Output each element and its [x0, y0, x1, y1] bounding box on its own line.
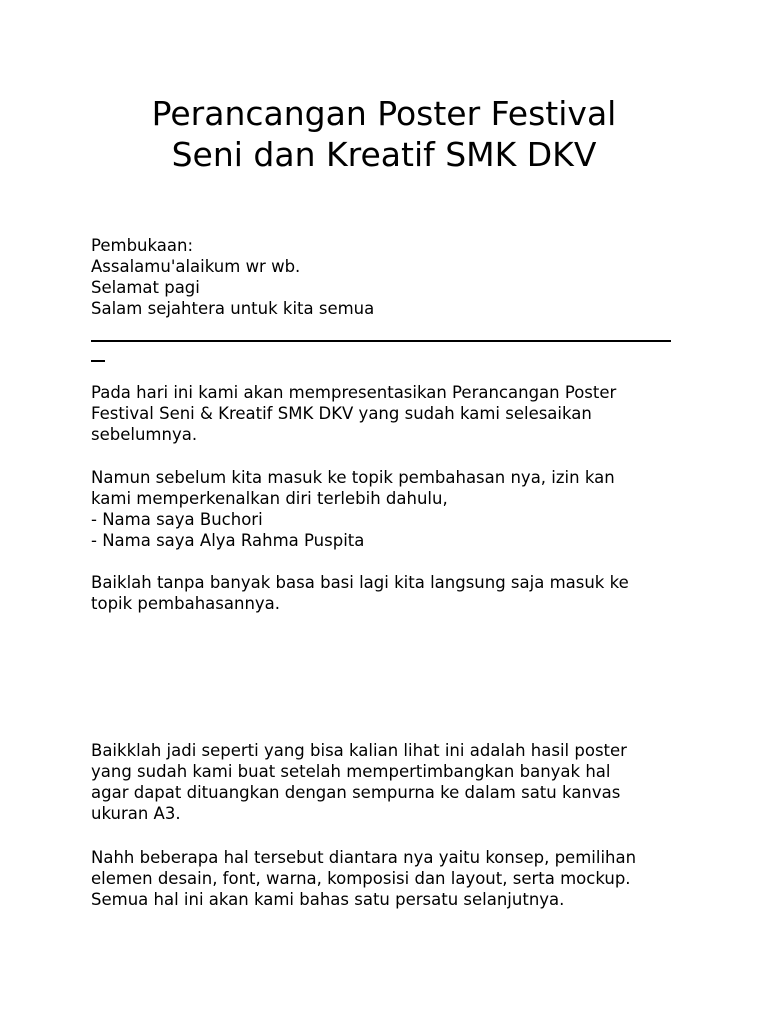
topics-line: elemen desain, font, warna, komposisi dan layout, serta mockup. — [91, 869, 631, 888]
poster-result-line: ukuran A3. — [91, 804, 181, 823]
poster-result-paragraph — [91, 740, 691, 824]
divider-line-tail — [91, 360, 105, 362]
opening-line: Salam sejahtera untuk kita semua — [91, 299, 375, 318]
intro-paragraph — [91, 382, 691, 445]
title-line-2: Seni dan Kreatif SMK DKV — [171, 135, 597, 174]
transition-paragraph — [91, 572, 691, 614]
opening-line: Assalamu'alaikum wr wb. — [91, 257, 301, 276]
intro-line: sebelumnya. — [91, 425, 198, 444]
poster-result-line: Baikklah jadi seperti yang bisa kalian lihat ini adalah hasil poster — [91, 741, 627, 760]
introductions-line: - Nama saya Alya Rahma Puspita — [91, 531, 365, 550]
topics-line: Nahh beberapa hal tersebut diantara nya yaitu konsep, pemilihan — [91, 848, 637, 867]
topics-paragraph — [91, 847, 691, 910]
transition-line: Baiklah tanpa banyak basa basi lagi kita langsung saja masuk ke — [91, 573, 629, 592]
poster-result-line: yang sudah kami buat setelah mempertimbangkan banyak hal — [91, 762, 611, 781]
introductions-paragraph — [91, 467, 691, 551]
document-title — [0, 93, 768, 175]
opening-section — [91, 235, 691, 319]
intro-line: Pada hari ini kami akan mempresentasikan Perancangan Poster — [91, 383, 617, 402]
topics-line: Semua hal ini akan kami bahas satu persatu selanjutnya. — [91, 890, 565, 909]
divider-line — [91, 340, 671, 342]
introductions-line: - Nama saya Buchori — [91, 510, 263, 529]
opening-line: Selamat pagi — [91, 278, 200, 297]
transition-line: topik pembahasannya. — [91, 594, 281, 613]
introductions-line: Namun sebelum kita masuk ke topik pembahasan nya, izin kan — [91, 468, 615, 487]
introductions-line: kami memperkenalkan diri terlebih dahulu, — [91, 489, 448, 508]
poster-result-line: agar dapat dituangkan dengan sempurna ke dalam satu kanvas — [91, 783, 621, 802]
intro-line: Festival Seni & Kreatif SMK DKV yang sudah kami selesaikan — [91, 404, 592, 423]
opening-heading: Pembukaan: — [91, 236, 194, 255]
title-line-1: Perancangan Poster Festival — [151, 94, 617, 133]
